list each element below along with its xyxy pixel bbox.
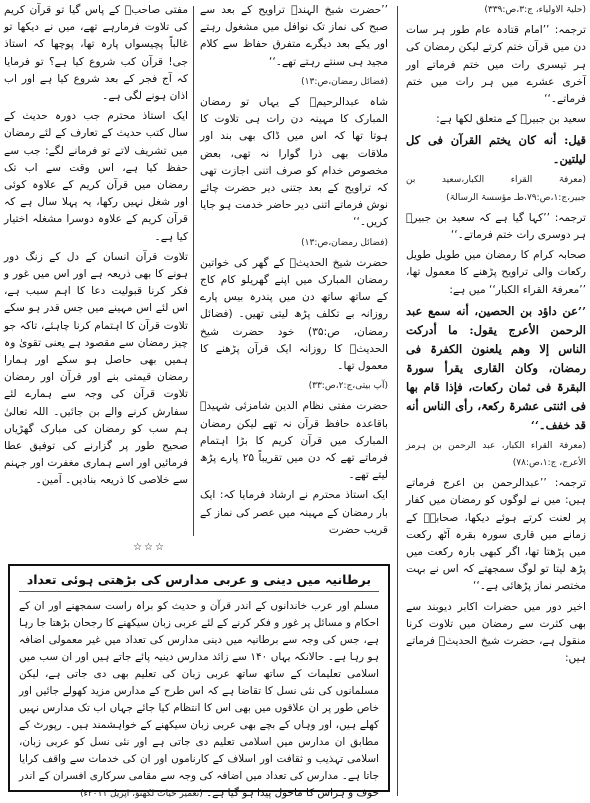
paragraph: سعید بن جبیرؒ کے متعلق لکھا ہے:	[436, 113, 586, 126]
citation: (فضائل رمضان،ص:۱۳)	[301, 237, 388, 248]
citation: (آپ بیتی،ج:۲،ص:۳۳)	[308, 381, 388, 392]
paragraph: ترجمہ: ’’عبدالرحمن بن اعرج فرماتے ہیں: میں نے لوگوں کو رمضان میں کفار پر لعنت کرتے ہوئے دیکھا، صحابہؓ کے زمانے میں قاری سورہ بقرہ آٹھ رکعت میں پڑھتا تھا، اگر کبھی بارہ رکعت میں پڑھ لیتا تو لوگ سمجھتے کہ اس نے بہت مختصر نماز پڑھائی ہے۔‘‘	[406, 477, 586, 593]
paragraph: شاہ عبدالرحیمؒ کے یہاں تو رمضان المبارک کا مہینہ دن رات ہی تلاوت کا ہوتا تھا کہ اس میں ڈاک بھی بند اور ملاقات بھی ذرا گوارا نہ تھی، بعض مخصوص خدام کو صرف اتنی اجازت تھی کہ تراویح کے بعد جتنی دیر حضرت چائے نوش فرماتے اتنی دیر حاضر خدمت ہو جایا کریں۔‘‘	[200, 96, 388, 229]
paragraph: صحابہ کرام کا رمضان میں طویل طویل رکعات والی تراویح پڑھنے کا معمول تھا، ’’معرفۃ القراء الکبار‘‘ میں ہے:	[406, 249, 586, 296]
paragraph: ایک استاذ محترم جب دورہ حدیث کے سال کتب حدیث کے تعارف کے لئے رمضان میں تشریف لاتے تو فرمانے لگے: جب سے حفظ کیا ہے، اس وقت سے اب تک رمضان میں قرآن کریم کے علاوہ کوئی اور شغل نہیں رکھا، یہ پہلا سال ہے کہ قرآن کریم کے علاوہ دوسرا مشغلہ اختیار کیا ہے۔	[4, 110, 188, 243]
arabic-quote: قیل: أنه کان یختم القرآن فی کل لیلتین۔	[406, 133, 586, 167]
column-left	[4, 2, 188, 532]
column-divider	[397, 6, 398, 796]
paragraph: ایک استاذ محترم نے ارشاد فرمایا کہ: ایک بار رمضان کے مہینہ میں عصر کی نماز کے قریب حضرت	[200, 489, 388, 536]
citation: (معرفۃ القراء الکبار، عبد الرحمن بن ہرمز الأعرج، ج:۱،ص:۷۸)	[406, 440, 586, 469]
paragraph: ’’حضرت شیخ الہندؒ تراویح کے بعد سے صبح کی نماز تک نوافل میں مشغول رہتے اور یکے بعد دیگرے متفرق حفاظ سے کلام مجید ہی سنتے رہتے تھے۔‘‘	[200, 4, 388, 68]
citation: (حلیۃ الاولیاء، ج:۳،ص:۳۳۹)	[484, 5, 586, 15]
column-right	[406, 2, 586, 798]
paragraph: ترجمہ: ’’کہا گیا ہے کہ سعید بن جبیرؒ ہر دوسری رات ختم فرماتے۔‘‘	[406, 211, 586, 242]
citation: (معرفۃ القراء الکبار،سعید بن جبیر،ج:۱،ص:۷۹،طـ مؤسسۃ الرسالۃ)	[406, 175, 586, 203]
section-end-stars: ☆☆☆	[133, 542, 166, 553]
paragraph: تلاوت قرآن انسان کے دل کے زنگ دور ہونے کا بھی ذریعہ ہے اور اس میں غور و فکر کرنا قبولیت دعا کا اہم سبب ہے، اس لئے اس مہینے میں جس قدر ہو سکے تلاوت قرآن کا اہتمام کرنا چاہئے، تاکہ جو چیز رمضان سے مقصود ہے یعنی تقویٰ وہ ہمیں بھی حاصل ہو سکے اور ہمارا رمضان قیمتی بنے اور قرآن اور رمضان تلاوت قرآن کی وجہ سے ہمارے لئے سفارش کرنے والے بن جائیں۔ اللہ تعالیٰ ہم سب کو رمضان کی مبارک گھڑیاں صحیح طور پر گزارنے کی توفیق عطا فرمائیں اور اسے ہماری مغفرت اور جہنم سے خلاصی کا ذریعہ بنادیں۔ آمین۔	[4, 250, 188, 487]
citation: (فضائل رمضان،ص:۱۳)	[301, 76, 388, 87]
news-box-body	[19, 598, 379, 799]
news-box	[8, 564, 390, 799]
arabic-quote: ’’عن داؤد بن الحصین، أنه سمع عبد الرحمن الأعرج یقول: ما أدرکت الناس إلا وهم یلعنون الکفرۃ فی رمضان، وکان القاری یقرأ سورۃ البقرۃ فی ثمان رکعات، فإذا قام بها فی اثنتی عشرۃ رکعۃ، رأی الناس أنه قد خفف۔‘‘	[406, 303, 586, 432]
magazine-page	[4, 2, 586, 798]
paragraph: حضرت شیخ الحدیثؒ کے گھر کی خواتین رمضان المبارک میں اپنے گھریلو کام کاج کے ساتھ ساتھ دن میں پندرہ بیس پارے روزانہ بے تکلف پڑھ لیتی تھیں۔ (فضائل رمضان، ص:۳۵) خود حضرت شیخ الحدیثؒ کا روزانہ ایک قرآن پڑھنے کا معمول تھا۔	[200, 256, 388, 373]
news-box-source: (تعمیر حیات لکھنؤ، اپریل ۲۰۱۱ء)	[80, 789, 203, 799]
news-box-text: مسلم اور عرب خاندانوں کے اندر قرآن و حدیث کو براہ راست سمجھنے اور ان کے احکام و مسائل پر غور و فکر کرنے کے لئے عربی زبان سیکھنے کا رجحان بڑھتا جا رہا ہے، جس کی وجہ سے برطانیہ میں دینی مدارس کی تعداد میں غیر معمولی اضافہ ہو رہا ہے۔ حالانکہ یہاں ۱۴۰ سے زائد مدارس دینیہ پائے جاتے ہیں اور ان سب میں اسلامی تعلیمات کے ساتھ ساتھ عربی زبان کی تعلیم بھی دی جاتی ہے، لیکن مسلمانوں کی نئی نسل کا تقاضا ہے کہ اس طرح کے مدارس مزید کھولے جائیں اور خاص طور پر ان علاقوں میں بھی اس کا انتظام کیا جائے جہاں اب تک مدارس نہیں کھلے ہیں، اور وہاں کے بچے بھی عربی زبان سیکھنے کے خواہشمند ہیں۔ رپورٹ کے مطابق ان مدارس میں اسلامی تعلیم دی جاتی ہے اور نئی نسل کو عربی زبان، اسلامی تہذیب و ثقافت اور اسلاف کے کارناموں اور ان کی خدمات سے واقف کرایا جاتا ہے۔ مدارس کی تعداد میں اضافہ کی وجہ سے مقامی سرکاری افسران کے اندر خوف و ہراس کا ماحول پیدا ہو گیا ہے۔	[19, 600, 379, 799]
news-box-title: برطانیہ میں دینی و عربی مدارس کی بڑھتی ہوئی تعداد	[19, 572, 379, 592]
column-divider	[193, 6, 194, 536]
paragraph: ترجمہ: ’’امام قتادہ عام طور ہر سات دن میں قرآن ختم کرتے لیکن رمضان کی ہر تیسری رات میں ختم فرماتے اور آخری عشرے میں ہر رات میں ختم فرماتے۔‘‘	[406, 24, 586, 106]
column-middle	[200, 2, 388, 536]
paragraph: مفتی صاحبؒ کے پاس گیا تو قرآن کریم کی تلاوت فرمارہے تھے، میں نے دیکھا تو غالباً پچیسواں پارہ تھا، پوچھا کہ استاذ جی! قرآن کب شروع کیا ہے؟ تو فرمایا کہ آج فجر کے بعد شروع کیا ہے اور اب اذان ہونے لگی ہے۔	[4, 4, 188, 103]
paragraph: حضرت مفتی نظام الدین شامزئی شہیدؒ باقاعدہ حافظ قرآن نہ تھے لیکن رمضان المبارک میں قرآن کریم کا بڑا اہتمام فرماتے تھے کہ دن میں تقریباً ۲۵ پارے پڑھ لیتے تھے۔	[200, 400, 388, 482]
paragraph: اخیر دور میں حضرات اکابر دیوبند سے بھی کثرت سے رمضان میں تلاوت کرنا منقول ہے، حضرت شیخ الحدیثؒ فرماتے ہیں:	[406, 600, 586, 665]
